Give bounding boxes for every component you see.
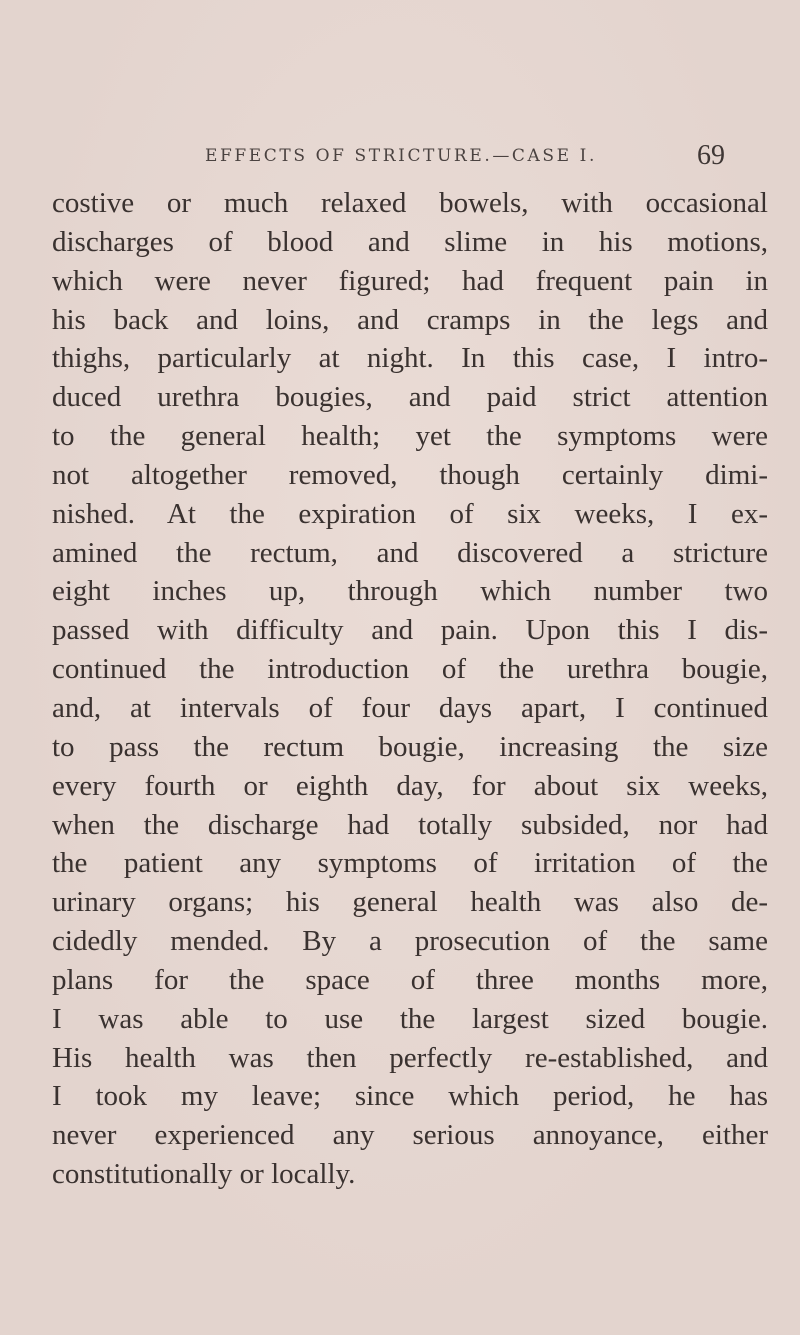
text-line: to the general health; yet the symptoms were (52, 420, 768, 453)
text-line: costive or much relaxed bowels, with occasional (52, 187, 768, 219)
text-line: the patient any symptoms of irritation of the (52, 847, 768, 880)
text-line: nished. At the expiration of six weeks, I ex- (52, 497, 768, 530)
page-number: 69 (697, 140, 725, 171)
text-line: his back and loins, and cramps in the legs and (52, 303, 768, 336)
body-text (52, 184, 768, 1194)
text-line: and, at intervals of four days apart, I continued (52, 691, 768, 724)
text-line: passed with difficulty and pain. Upon this I dis- (52, 614, 768, 647)
text-line: never experienced any serious annoyance, either (52, 1119, 768, 1152)
text-line: continued the introduction of the urethra bougie, (52, 653, 768, 686)
text-line: duced urethra bougies, and paid strict attention (52, 381, 768, 414)
text-line: to pass the rectum bougie, increasing the size (52, 730, 768, 763)
text-line: eight inches up, through which number two (52, 575, 768, 608)
text-line: cidedly mended. By a prosecution of the same (52, 925, 768, 958)
text-line: discharges of blood and slime in his motions, (52, 225, 768, 258)
text-line: I took my leave; since which period, he has (52, 1080, 768, 1113)
text-line: I was able to use the largest sized bougie. (52, 1002, 768, 1035)
text-line: every fourth or eighth day, for about six weeks, (52, 769, 768, 802)
running-head: EFFECTS OF STRICTURE.—CASE I. (205, 146, 597, 166)
page-header (205, 140, 725, 176)
text-line: which were never figured; had frequent pain in (52, 264, 768, 297)
text-line: amined the rectum, and discovered a stricture (52, 536, 768, 569)
text-line: urinary organs; his general health was also de- (52, 886, 768, 919)
text-line: not altogether removed, though certainly dimi- (52, 458, 768, 491)
text-line: constitutionally or locally. (52, 1158, 356, 1191)
text-line: plans for the space of three months more, (52, 963, 768, 996)
text-line: His health was then perfectly re-established, and (52, 1041, 768, 1074)
text-line: thighs, particularly at night. In this case, I intro- (52, 342, 768, 375)
text-line: when the discharge had totally subsided, nor had (52, 808, 768, 841)
